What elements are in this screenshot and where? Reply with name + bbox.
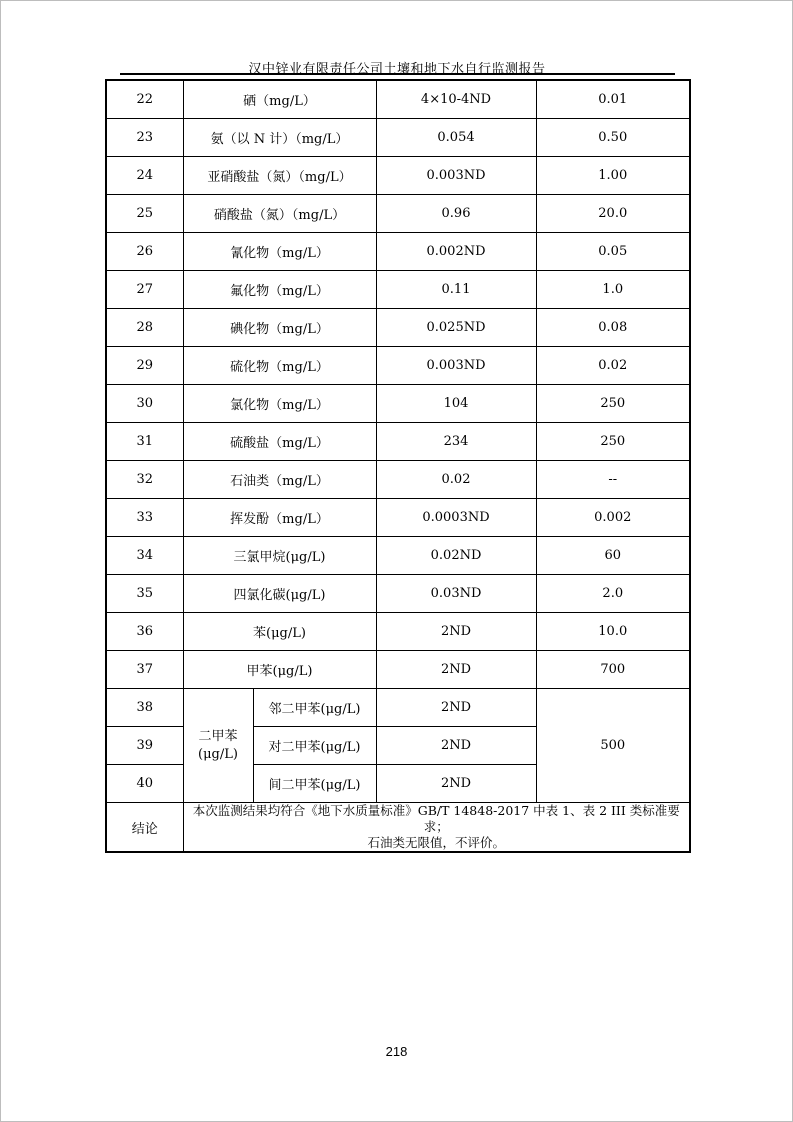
parameter-name: 氰化物（mg/L）	[183, 233, 376, 271]
row-number: 25	[106, 195, 183, 233]
standard-limit: 250	[536, 385, 690, 423]
standard-limit: 0.02	[536, 347, 690, 385]
row-number: 35	[106, 575, 183, 613]
standard-limit: 2.0	[536, 575, 690, 613]
parameter-name: 氨（以 N 计）（mg/L）	[183, 119, 376, 157]
monitoring-results-table	[105, 79, 691, 853]
table-row	[106, 195, 690, 233]
parameter-name: 甲苯(μg/L)	[183, 651, 376, 689]
parameter-name: 亚硝酸盐（氮）（mg/L）	[183, 157, 376, 195]
table-row	[106, 461, 690, 499]
table-row	[106, 271, 690, 309]
row-number: 34	[106, 537, 183, 575]
parameter-name: 碘化物（mg/L）	[183, 309, 376, 347]
parameter-name: 苯(μg/L)	[183, 613, 376, 651]
measured-value: 0.11	[376, 271, 536, 309]
parameter-name: 氟化物（mg/L）	[183, 271, 376, 309]
row-number: 28	[106, 309, 183, 347]
table-row	[106, 80, 690, 119]
row-number: 37	[106, 651, 183, 689]
row-number: 32	[106, 461, 183, 499]
measured-value: 2ND	[376, 765, 536, 803]
row-number: 40	[106, 765, 183, 803]
row-number: 27	[106, 271, 183, 309]
row-number: 33	[106, 499, 183, 537]
measured-value: 104	[376, 385, 536, 423]
parameter-name: 硝酸盐（氮）（mg/L）	[183, 195, 376, 233]
measured-value: 0.003ND	[376, 347, 536, 385]
measured-value: 234	[376, 423, 536, 461]
row-number: 22	[106, 80, 183, 119]
xylene-group-unit: (μg/L)	[198, 746, 238, 762]
conclusion-label: 结论	[106, 803, 183, 853]
row-number: 39	[106, 727, 183, 765]
conclusion-line-2: 石油类无限值，不评价。	[367, 835, 506, 850]
measured-value: 0.054	[376, 119, 536, 157]
standard-limit: 0.01	[536, 80, 690, 119]
measured-value: 0.003ND	[376, 157, 536, 195]
parameter-name: 三氯甲烷(μg/L)	[183, 537, 376, 575]
parameter-name: 四氯化碳(μg/L)	[183, 575, 376, 613]
conclusion-line-1: 本次监测结果均符合《地下水质量标准》GB/T 14848-2017 中表 1、表 2 III 类标准要求；	[192, 803, 680, 834]
parameter-name: 氯化物（mg/L）	[183, 385, 376, 423]
row-number: 38	[106, 689, 183, 727]
standard-limit: 700	[536, 651, 690, 689]
table-row	[106, 423, 690, 461]
parameter-name: 硫化物（mg/L）	[183, 347, 376, 385]
standard-limit: 1.00	[536, 157, 690, 195]
standard-limit: 250	[536, 423, 690, 461]
measured-value: 2ND	[376, 727, 536, 765]
conclusion-text	[183, 803, 690, 853]
standard-limit: --	[536, 461, 690, 499]
measured-value: 0.03ND	[376, 575, 536, 613]
measured-value: 0.002ND	[376, 233, 536, 271]
measured-value: 0.96	[376, 195, 536, 233]
table-row	[106, 689, 690, 727]
parameter-name: 间二甲苯(μg/L)	[253, 765, 376, 803]
header-rule	[120, 73, 675, 75]
parameter-name: 邻二甲苯(μg/L)	[253, 689, 376, 727]
parameter-name: 对二甲苯(μg/L)	[253, 727, 376, 765]
parameter-name: 石油类（mg/L）	[183, 461, 376, 499]
row-number: 30	[106, 385, 183, 423]
table-row	[106, 575, 690, 613]
row-number: 24	[106, 157, 183, 195]
table-row	[106, 385, 690, 423]
standard-limit: 0.08	[536, 309, 690, 347]
table-row	[106, 157, 690, 195]
measured-value: 0.02	[376, 461, 536, 499]
standard-limit: 10.0	[536, 613, 690, 651]
measured-value: 2ND	[376, 689, 536, 727]
standard-limit: 1.0	[536, 271, 690, 309]
measured-value: 0.02ND	[376, 537, 536, 575]
standard-limit: 0.05	[536, 233, 690, 271]
row-number: 36	[106, 613, 183, 651]
table-row	[106, 119, 690, 157]
row-number: 23	[106, 119, 183, 157]
table-row	[106, 233, 690, 271]
row-number: 31	[106, 423, 183, 461]
measured-value: 4×10-4ND	[376, 80, 536, 119]
row-number: 29	[106, 347, 183, 385]
parameter-name: 硫酸盐（mg/L）	[183, 423, 376, 461]
table-row	[106, 499, 690, 537]
report-header-title: 汉中锌业有限责任公司土壤和地下水自行监测报告	[248, 62, 546, 77]
measured-value: 2ND	[376, 613, 536, 651]
row-number: 26	[106, 233, 183, 271]
xylene-standard-limit: 500	[536, 689, 690, 803]
xylene-group-name: 二甲苯	[198, 728, 238, 744]
table-row	[106, 651, 690, 689]
xylene-group-label	[183, 689, 253, 803]
parameter-name: 挥发酚（mg/L）	[183, 499, 376, 537]
table-row	[106, 347, 690, 385]
table-row	[106, 309, 690, 347]
standard-limit: 60	[536, 537, 690, 575]
standard-limit: 0.50	[536, 119, 690, 157]
table-row	[106, 537, 690, 575]
measured-value: 0.0003ND	[376, 499, 536, 537]
standard-limit: 0.002	[536, 499, 690, 537]
measured-value: 0.025ND	[376, 309, 536, 347]
parameter-name: 硒（mg/L）	[183, 80, 376, 119]
standard-limit: 20.0	[536, 195, 690, 233]
page-number: 218	[385, 1044, 408, 1059]
table-row	[106, 613, 690, 651]
conclusion-row	[106, 803, 690, 853]
measured-value: 2ND	[376, 651, 536, 689]
